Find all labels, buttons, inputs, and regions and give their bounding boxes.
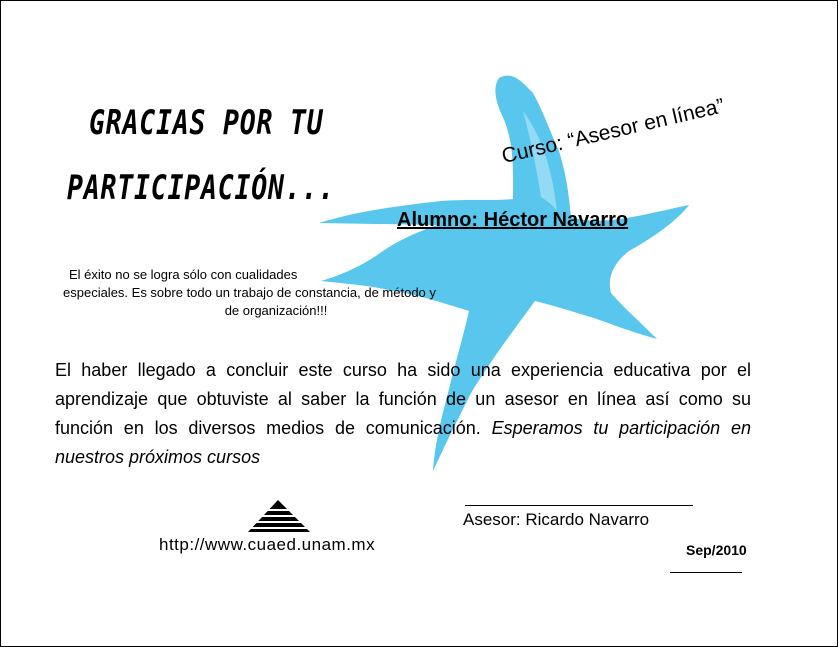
issue-date: Sep/2010 [686,542,747,558]
course-name: Curso: “Asesor en línea” [499,94,727,169]
body-main-text: El haber llegado a concluir este curso ha sido una experiencia educativa por el aprendizaje que obtuviste al saber la función de un asesor en línea así como su función en los diversos medios de comunicación. [55,360,751,438]
advisor-name: Asesor: Ricardo Navarro [463,510,650,529]
body-paragraph [55,356,751,472]
signature-line [465,505,693,506]
quote-line-3: de organización!!! [224,303,328,318]
title-line-1: GRACIAS POR TU [89,103,324,143]
body-closing-text: Esperamos tu participación en nuestros próximos cursos [55,418,751,467]
motivational-quote [59,266,493,320]
student-name: Alumno: Héctor Navarro [397,209,629,231]
date-underline [670,572,742,573]
quote-line-2: especiales. Es sobre todo un trabajo de constancia, de método y [63,285,436,300]
title-line-2: PARTICIPACIÓN... [67,168,335,208]
quote-line-1: El éxito no se logra sólo con cualidades [69,267,298,282]
unam-pyramid-logo-icon [248,500,310,532]
website-link[interactable]: http://www.cuaed.unam.mx [159,535,376,554]
